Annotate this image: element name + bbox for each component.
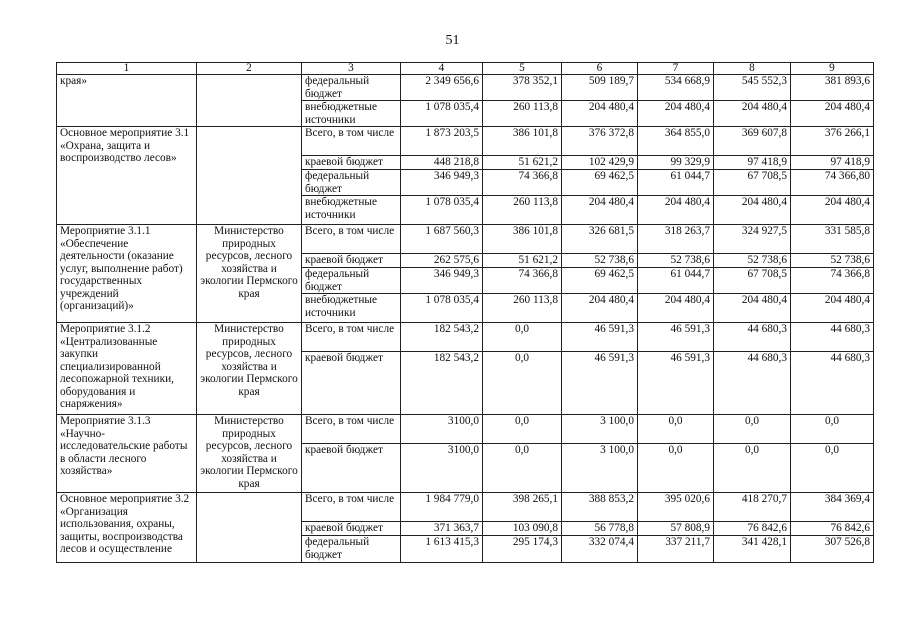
activity-name-cell: Мероприятие 3.1.1 «Обеспечение деятельности (оказание услуг, выполнение работ) государственных учреждений (организаций)» (57, 225, 197, 323)
value-cell: 74 366,8 (483, 268, 562, 294)
value-cell: 545 552,3 (714, 75, 791, 101)
funding-source-cell: краевой бюджет (302, 522, 401, 536)
header-cell: 5 (483, 63, 562, 75)
value-cell: 52 738,6 (562, 254, 638, 268)
value-cell: 74 366,80 (791, 170, 874, 196)
value-cell: 0,0 (483, 415, 562, 444)
value-cell: 61 044,7 (638, 170, 714, 196)
activity-name-cell: края» (57, 75, 197, 127)
value-cell: 1 984 779,0 (401, 493, 483, 522)
value-cell: 346 949,3 (401, 170, 483, 196)
value-cell: 0,0 (638, 444, 714, 493)
value-cell: 44 680,3 (714, 352, 791, 415)
funding-source-cell: внебюджетные источники (302, 196, 401, 225)
header-cell: 7 (638, 63, 714, 75)
value-cell: 46 591,3 (638, 352, 714, 415)
funding-source-cell: краевой бюджет (302, 254, 401, 268)
value-cell: 0,0 (714, 444, 791, 493)
value-cell: 3100,0 (401, 415, 483, 444)
value-cell: 318 263,7 (638, 225, 714, 254)
table-row (57, 225, 874, 254)
value-cell: 204 480,4 (791, 294, 874, 323)
value-cell: 1 078 035,4 (401, 196, 483, 225)
value-cell: 69 462,5 (562, 170, 638, 196)
value-cell: 326 681,5 (562, 225, 638, 254)
value-cell: 204 480,4 (638, 294, 714, 323)
value-cell: 1 687 560,3 (401, 225, 483, 254)
header-cell: 1 (57, 63, 197, 75)
value-cell: 337 211,7 (638, 536, 714, 563)
value-cell: 0,0 (638, 415, 714, 444)
value-cell: 262 575,6 (401, 254, 483, 268)
value-cell: 52 738,6 (714, 254, 791, 268)
value-cell: 0,0 (483, 323, 562, 352)
value-cell: 295 174,3 (483, 536, 562, 563)
value-cell: 99 329,9 (638, 156, 714, 170)
value-cell: 204 480,4 (714, 294, 791, 323)
funding-source-cell: Всего, в том числе (302, 127, 401, 156)
header-cell: 4 (401, 63, 483, 75)
value-cell: 0,0 (791, 444, 874, 493)
value-cell: 3 100,0 (562, 444, 638, 493)
value-cell: 1 613 415,3 (401, 536, 483, 563)
value-cell: 369 607,8 (714, 127, 791, 156)
value-cell: 260 113,8 (483, 294, 562, 323)
value-cell: 61 044,7 (638, 268, 714, 294)
value-cell: 67 708,5 (714, 268, 791, 294)
value-cell: 378 352,1 (483, 75, 562, 101)
value-cell: 44 680,3 (791, 352, 874, 415)
header-cell: 3 (302, 63, 401, 75)
value-cell: 97 418,9 (714, 156, 791, 170)
value-cell: 331 585,8 (791, 225, 874, 254)
funding-source-cell: федеральный бюджет (302, 536, 401, 563)
value-cell: 204 480,4 (562, 196, 638, 225)
value-cell: 69 462,5 (562, 268, 638, 294)
value-cell: 204 480,4 (562, 294, 638, 323)
value-cell: 204 480,4 (638, 196, 714, 225)
value-cell: 398 265,1 (483, 493, 562, 522)
value-cell: 332 074,4 (562, 536, 638, 563)
value-cell: 204 480,4 (714, 196, 791, 225)
value-cell: 0,0 (483, 352, 562, 415)
value-cell: 1 078 035,4 (401, 294, 483, 323)
funding-source-cell: краевой бюджет (302, 156, 401, 170)
executor-cell: Министерство природных ресурсов, лесного хозяйства и экологии Пермского края (197, 323, 302, 415)
value-cell: 260 113,8 (483, 101, 562, 127)
value-cell: 103 090,8 (483, 522, 562, 536)
table-row (57, 323, 874, 352)
header-cell: 2 (197, 63, 302, 75)
funding-source-cell: Всего, в том числе (302, 415, 401, 444)
value-cell: 51 621,2 (483, 254, 562, 268)
value-cell: 346 949,3 (401, 268, 483, 294)
value-cell: 341 428,1 (714, 536, 791, 563)
table-row (57, 75, 874, 101)
value-cell: 388 853,2 (562, 493, 638, 522)
value-cell: 204 480,4 (791, 101, 874, 127)
value-cell: 52 738,6 (638, 254, 714, 268)
value-cell: 2 349 656,6 (401, 75, 483, 101)
value-cell: 97 418,9 (791, 156, 874, 170)
value-cell: 534 668,9 (638, 75, 714, 101)
executor-cell (197, 127, 302, 225)
value-cell: 182 543,2 (401, 352, 483, 415)
value-cell: 76 842,6 (714, 522, 791, 536)
executor-cell (197, 493, 302, 563)
value-cell: 44 680,3 (791, 323, 874, 352)
table-row (57, 415, 874, 444)
value-cell: 3 100,0 (562, 415, 638, 444)
value-cell: 386 101,8 (483, 225, 562, 254)
value-cell: 46 591,3 (562, 352, 638, 415)
header-cell: 8 (714, 63, 791, 75)
value-cell: 381 893,6 (791, 75, 874, 101)
value-cell: 1 078 035,4 (401, 101, 483, 127)
value-cell: 44 680,3 (714, 323, 791, 352)
funding-source-cell: Всего, в том числе (302, 493, 401, 522)
funding-source-cell: внебюджетные источники (302, 294, 401, 323)
value-cell: 46 591,3 (638, 323, 714, 352)
funding-source-cell: краевой бюджет (302, 352, 401, 415)
value-cell: 204 480,4 (562, 101, 638, 127)
value-cell: 1 873 203,5 (401, 127, 483, 156)
value-cell: 204 480,4 (791, 196, 874, 225)
value-cell: 384 369,4 (791, 493, 874, 522)
value-cell: 376 372,8 (562, 127, 638, 156)
value-cell: 509 189,7 (562, 75, 638, 101)
activity-name-cell: Мероприятие 3.1.3 «Научно-исследовательские работы в области лесного хозяйства» (57, 415, 197, 493)
executor-cell: Министерство природных ресурсов, лесного хозяйства и экологии Пермского края (197, 415, 302, 493)
value-cell: 395 020,6 (638, 493, 714, 522)
value-cell: 56 778,8 (562, 522, 638, 536)
activity-name-cell: Основное мероприятие 3.2 «Организация использования, охраны, защиты, воспроизводства лесов и осуществление (57, 493, 197, 563)
value-cell: 376 266,1 (791, 127, 874, 156)
budget-table (56, 62, 874, 563)
funding-source-cell: федеральный бюджет (302, 75, 401, 101)
executor-cell (197, 75, 302, 127)
value-cell: 386 101,8 (483, 127, 562, 156)
value-cell: 371 363,7 (401, 522, 483, 536)
value-cell: 46 591,3 (562, 323, 638, 352)
value-cell: 76 842,6 (791, 522, 874, 536)
value-cell: 0,0 (483, 444, 562, 493)
funding-source-cell: внебюджетные источники (302, 101, 401, 127)
value-cell: 74 366,8 (791, 268, 874, 294)
header-cell: 9 (791, 63, 874, 75)
table-row (57, 493, 874, 522)
value-cell: 204 480,4 (714, 101, 791, 127)
value-cell: 204 480,4 (638, 101, 714, 127)
value-cell: 324 927,5 (714, 225, 791, 254)
value-cell: 307 526,8 (791, 536, 874, 563)
executor-cell: Министерство природных ресурсов, лесного хозяйства и экологии Пермского края (197, 225, 302, 323)
value-cell: 102 429,9 (562, 156, 638, 170)
value-cell: 74 366,8 (483, 170, 562, 196)
value-cell: 0,0 (714, 415, 791, 444)
value-cell: 0,0 (791, 415, 874, 444)
value-cell: 182 543,2 (401, 323, 483, 352)
value-cell: 364 855,0 (638, 127, 714, 156)
value-cell: 260 113,8 (483, 196, 562, 225)
value-cell: 52 738,6 (791, 254, 874, 268)
value-cell: 57 808,9 (638, 522, 714, 536)
table-body (57, 75, 874, 563)
funding-source-cell: федеральный бюджет (302, 268, 401, 294)
activity-name-cell: Мероприятие 3.1.2 «Централизованные закупки специализированной лесопожарной техники, оборудования и снаряжения» (57, 323, 197, 415)
activity-name-cell: Основное мероприятие 3.1 «Охрана, защита и воспроизводство лесов» (57, 127, 197, 225)
funding-source-cell: Всего, в том числе (302, 323, 401, 352)
funding-source-cell: краевой бюджет (302, 444, 401, 493)
value-cell: 448 218,8 (401, 156, 483, 170)
funding-source-cell: федеральный бюджет (302, 170, 401, 196)
page-number: 51 (445, 33, 460, 48)
table-row (57, 127, 874, 156)
funding-source-cell: Всего, в том числе (302, 225, 401, 254)
value-cell: 67 708,5 (714, 170, 791, 196)
header-row (57, 63, 874, 75)
header-cell: 6 (562, 63, 638, 75)
value-cell: 51 621,2 (483, 156, 562, 170)
value-cell: 418 270,7 (714, 493, 791, 522)
value-cell: 3100,0 (401, 444, 483, 493)
